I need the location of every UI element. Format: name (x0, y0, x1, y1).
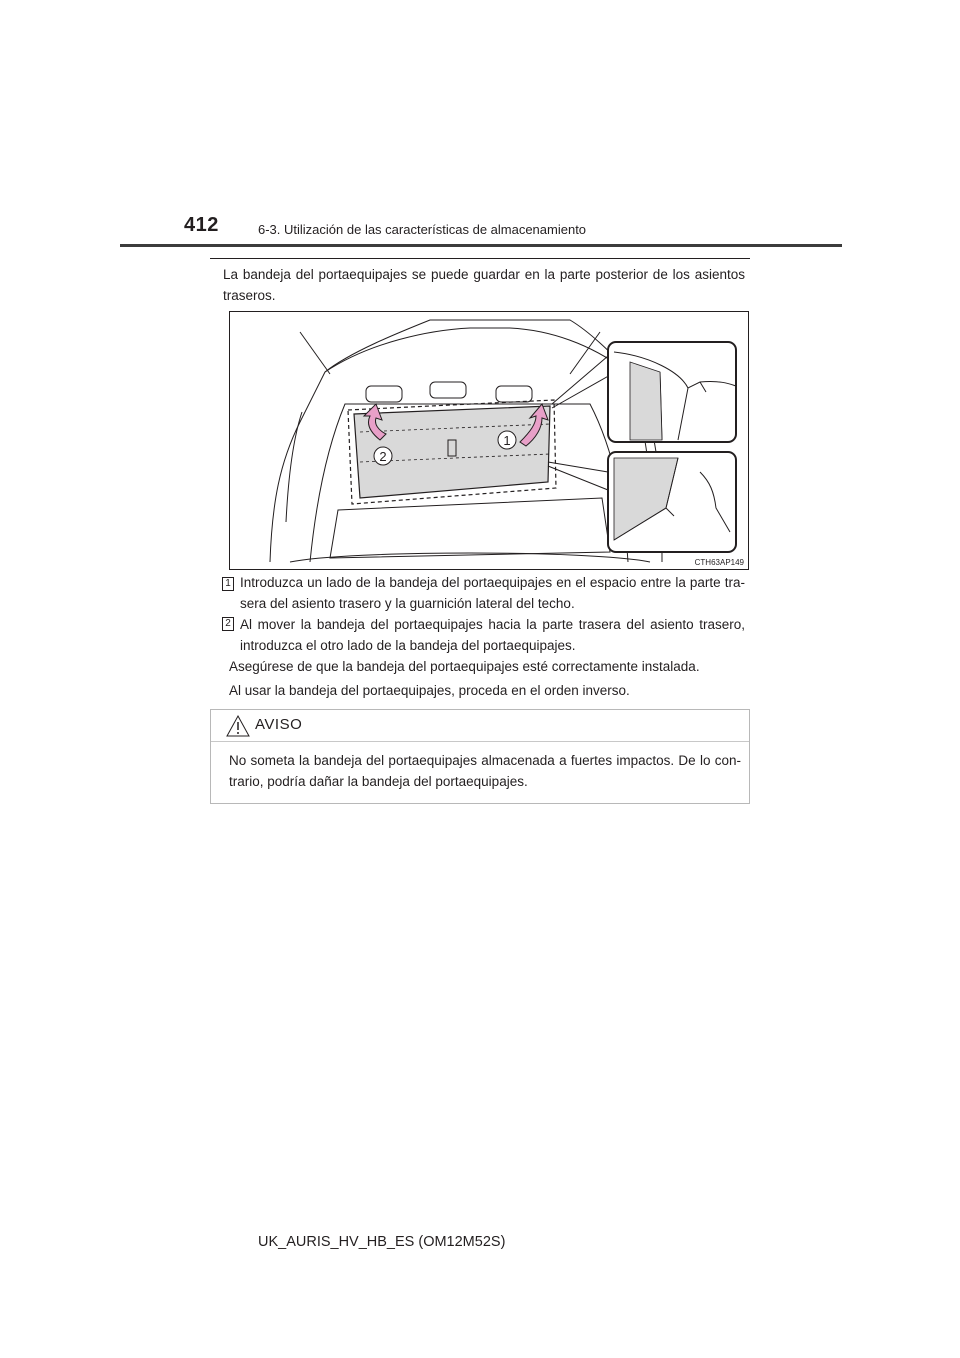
notice-box (210, 709, 750, 804)
illustration-drawing (230, 312, 749, 570)
trunk-floor (330, 498, 610, 558)
callout-2-label: 2 (379, 449, 387, 464)
strut-right (570, 332, 600, 374)
headrest-right (496, 386, 532, 402)
figure-code: CTH63AP149 (694, 558, 744, 567)
page-number: 412 (184, 214, 219, 236)
header-rule (120, 244, 842, 247)
inset-top-panel (630, 362, 662, 440)
pillar-left (286, 412, 302, 522)
strut-left (300, 332, 330, 374)
note-reverse-order: Al usar la bandeja del portaequipajes, proceda en el orden inverso. (229, 683, 630, 698)
inset-top (608, 342, 736, 442)
notice-title: AVISO (255, 716, 303, 733)
leader-line-top (552, 356, 612, 408)
intro-paragraph: La bandeja del portaequipajes se puede guardar en la parte posterior de los asientos traseros. (223, 267, 745, 303)
headrest-left (366, 386, 402, 402)
section-title: 6-3. Utilización de las características de almacenamiento (258, 222, 587, 237)
notice-text: No someta la bandeja del portaequipajes almacenada a fuertes impactos. De lo con-trario, podría dañar la bandeja del portaequipajes. (229, 753, 741, 789)
step-2-text: Al mover la bandeja del portaequipajes hacia la parte trasera del asiento trasero, introduzca el otro lado de la bandeja del portaequipajes. (240, 617, 745, 653)
footer-model-code: UK_AURIS_HV_HB_ES (OM12M52S) (258, 1234, 506, 1250)
note-installed: Asegúrese de que la bandeja del portaequipajes esté correctamente instalada. (229, 659, 700, 674)
headrest-center (430, 382, 466, 398)
step-1-marker: 1 (222, 577, 234, 591)
warning-triangle-icon (225, 714, 251, 738)
step-1-text: Introduzca un lado de la bandeja del portaequipajes en el espacio entre la parte tra-sera del asiento trasero y la guarnición lateral del techo. (240, 575, 745, 611)
step-2-marker: 2 (222, 617, 234, 631)
notice-header (211, 710, 749, 742)
callout-1-label: 1 (503, 433, 511, 448)
leader-line-bottom (548, 462, 608, 490)
rear-glass-frame (325, 328, 625, 372)
section-rule (210, 258, 750, 259)
luggage-cover-illustration (229, 311, 749, 570)
